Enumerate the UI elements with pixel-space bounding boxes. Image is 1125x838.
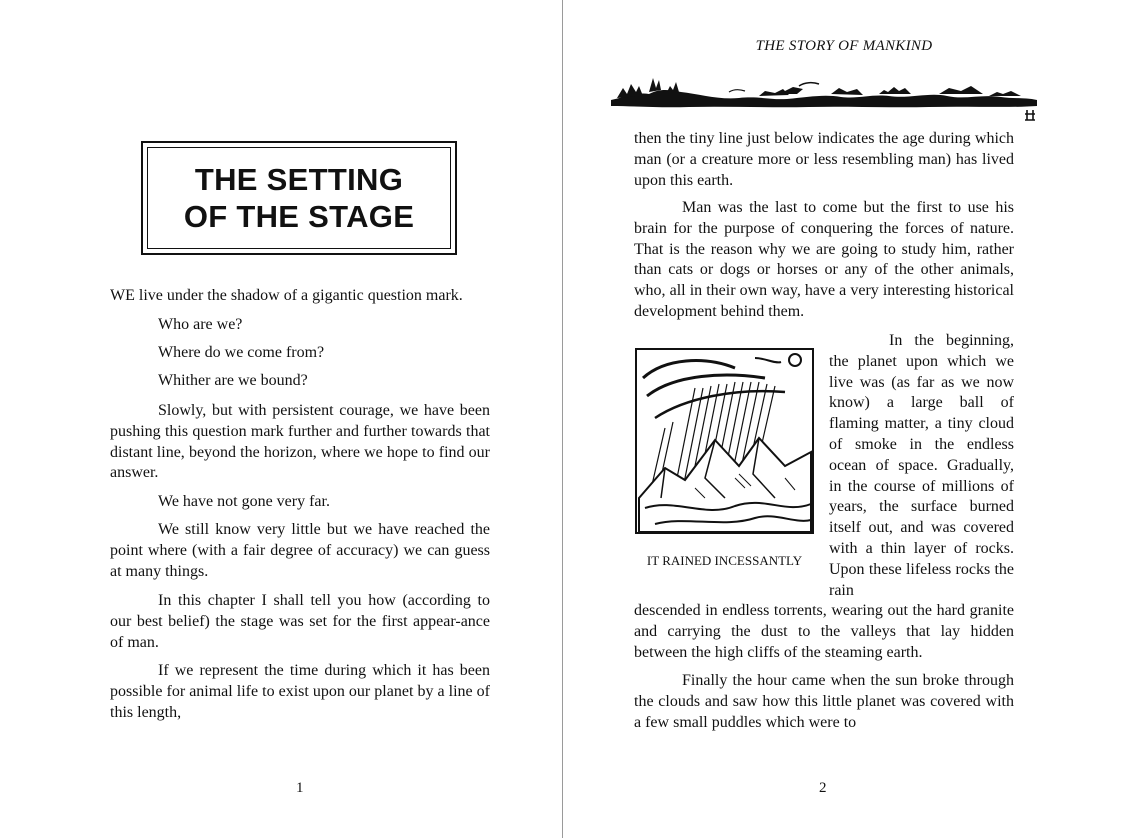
paragraph-beginning: In the beginning, the planet upon which we live was (as far as we now know) a large ball of flaming matter, a tiny cloud of smoke in the endless ocean of space. Gradually, in the course of millions of years, the surface burned itself out, and was covered with a thin layer of rocks. Upon these lifeless rocks the rain xyxy=(829,332,1014,599)
paragraph-question-1: Who are we? xyxy=(158,316,243,333)
chapter-title-line-1: THE SETTING xyxy=(194,162,404,197)
right-page xyxy=(563,0,1125,838)
chapter-title-line-2: OF THE STAGE xyxy=(183,199,415,234)
paragraph-not-far: We have not gone very far. xyxy=(158,493,330,510)
paragraph-sun-broke: Finally the hour came when the sun broke through the clouds and saw how this little planet was covered with a few small puddles which were to xyxy=(634,672,1014,731)
rain-mountains-illustration xyxy=(635,348,814,534)
paragraph-rain-descended: descended in endless torrents, wearing out the hard granite and carrying the dust to the valleys that lay hidden between the high cliffs of the steaming earth. xyxy=(634,602,1014,661)
running-head: THE STORY OF MANKIND xyxy=(755,38,933,54)
paragraph-man-last: Man was the last to come but the first to use his brain for the purpose of conquering the forces of nature. That is the reason why we are going to study him, rather than cats or dogs or horses or any of the other animals, who, all in their own way, have a very interesting historical development behind them. xyxy=(634,199,1014,320)
page-number: 2 xyxy=(819,780,827,796)
figure-caption: IT RAINED INCESSANTLY xyxy=(646,553,803,568)
paragraph-question-3: Whither are we bound? xyxy=(158,372,308,389)
paragraph-this-chapter: In this chapter I shall tell you how (according to our best belief) the stage was set for the first appear-ance of man. xyxy=(110,592,490,651)
paragraph-tiny-line: then the tiny line just below indicates the age during which man (or a creature more or less resembling man) has lived upon this earth. xyxy=(634,130,1014,189)
paragraph-know-little: We still know very little but we have reached the point where (with a fair degree of accuracy) we can guess at many things. xyxy=(110,521,490,580)
landscape-ornament-icon xyxy=(609,70,1039,122)
left-page xyxy=(0,0,562,838)
paragraph-represent-time: If we represent the time during which it has been possible for animal life to exist upon our planet by a line of this length, xyxy=(110,662,490,721)
paragraph-opening: WE live under the shadow of a gigantic question mark. xyxy=(110,287,463,304)
paragraph-question-2: Where do we come from? xyxy=(158,344,325,361)
page-number: 1 xyxy=(296,780,304,796)
chapter-title-box xyxy=(141,141,457,255)
paragraph-pushing: Slowly, but with persistent courage, we have been pushing this question mark further and further towards that distant line, beyond the horizon, where we hope to find our answer. xyxy=(110,402,490,482)
